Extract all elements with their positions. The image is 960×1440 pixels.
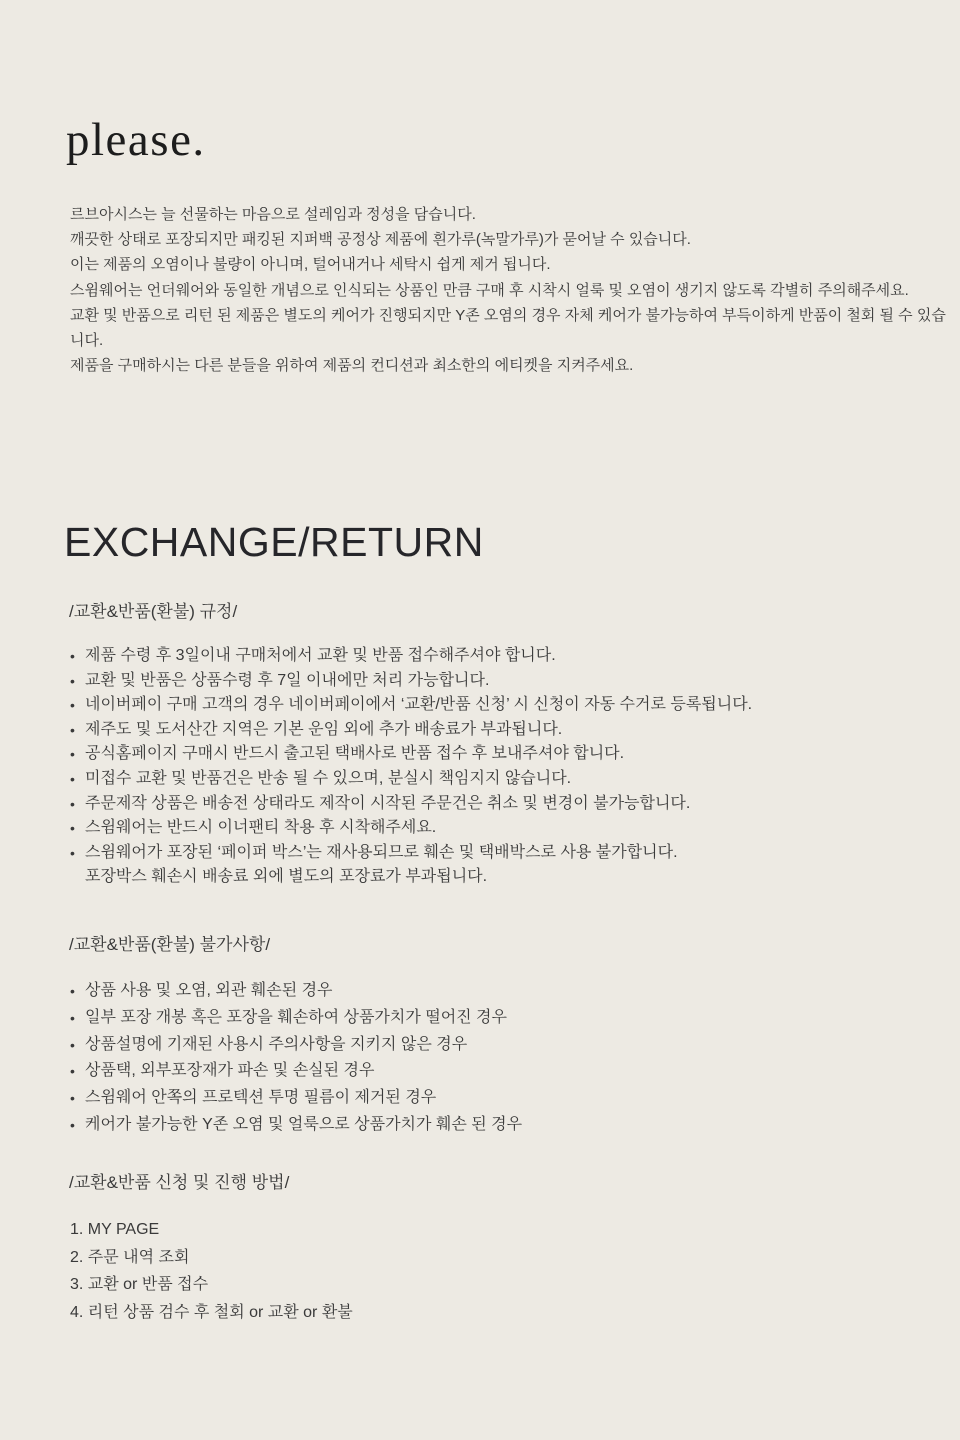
list-item: • 스윔웨어가 포장된 ‘페이퍼 박스’는 재사용되므로 훼손 및 택배박스로 사용 불가합니다. [70, 841, 930, 866]
intro-paragraph [70, 202, 960, 378]
list-item-step: 2. 주문 내역 조회 [70, 1248, 190, 1266]
list-item: • 일부 포장 개봉 혹은 포장을 훼손하여 상품가치가 떨어진 경우 [70, 1005, 930, 1032]
page-title: please. [66, 114, 206, 166]
list-item: • 네이버페이 구매 고객의 경우 네이버페이에서 ‘교환/반품 신청’ 시 신청이 자동 수거로 등록됩니다. [70, 693, 930, 718]
list-item: • 미접수 교환 및 반품건은 반송 될 수 있으며, 분실시 책임지지 않습니다. [70, 767, 930, 792]
list-item-step: 3. 교환 or 반품 접수 [70, 1276, 209, 1294]
exclusions-list [70, 978, 930, 1139]
list-item-step: 4. 리턴 상품 검수 후 철회 or 교환 or 환불 [70, 1303, 353, 1321]
section-header-procedure: /교환&반품 신청 및 진행 방법/ [69, 1173, 290, 1192]
list-item: • 제품 수령 후 3일이내 구매처에서 교환 및 반품 접수해주셔야 합니다. [70, 644, 930, 669]
regulations-list [70, 644, 930, 890]
intro-line: 르브아시스는 늘 선물하는 마음으로 설레임과 정성을 담습니다. [70, 206, 476, 223]
intro-line: 깨끗한 상태로 포장되지만 패킹된 지퍼백 공정상 제품에 흰가루(녹말가루)가 묻어날 수 있습니다. [70, 231, 691, 249]
list-item: • 스윔웨어 안쪽의 프로텍션 투명 필름이 제거된 경우 [70, 1085, 930, 1112]
exchange-return-heading: EXCHANGE/RETURN [64, 519, 484, 565]
section-header-regulations: /교환&반품(환불) 규정/ [69, 602, 238, 621]
list-item-step: 1. MY PAGE [70, 1221, 160, 1238]
list-item: • 제주도 및 도서산간 지역은 기본 운임 외에 추가 배송료가 부과됩니다. [70, 718, 930, 743]
intro-line: 스윔웨어는 언더웨어와 동일한 개념으로 인식되는 상품인 만큼 구매 후 시착시 얼룩 및 오염이 생기지 않도록 각별히 주의해주세요. [70, 281, 909, 299]
list-item: • 주문제작 상품은 배송전 상태라도 제작이 시작된 주문건은 취소 및 변경이 불가능합니다. [70, 792, 930, 817]
list-item: • 상품 사용 및 오염, 외관 훼손된 경우 [70, 978, 930, 1005]
list-item: • 케어가 불가능한 Y존 오염 및 얼룩으로 상품가치가 훼손 된 경우 [70, 1112, 930, 1139]
list-item: • 교환 및 반품은 상품수령 후 7일 이내에만 처리 가능합니다. [70, 669, 930, 694]
list-item-note: 포장박스 훼손시 배송료 외에 별도의 포장료가 부과됩니다. [85, 868, 488, 886]
intro-line: 이는 제품의 오염이나 불량이 아니며, 털어내거나 세탁시 쉽게 제거 됩니다. [70, 256, 551, 274]
section-header-exclusions: /교환&반품(환불) 불가사항/ [69, 935, 271, 954]
list-item: • 상품택, 외부포장재가 파손 및 손실된 경우 [70, 1058, 930, 1085]
list-item: • 스윔웨어는 반드시 이너팬티 착용 후 시착해주세요. [70, 816, 930, 841]
list-item: • 상품설명에 기재된 사용시 주의사항을 지키지 않은 경우 [70, 1032, 930, 1059]
intro-line: 제품을 구매하시는 다른 분들을 위하여 제품의 컨디션과 최소한의 에티켓을 지켜주세요. [70, 357, 634, 375]
procedure-list [70, 1216, 930, 1326]
list-item: • 공식홈페이지 구매시 반드시 출고된 택배사로 반품 접수 후 보내주셔야 합니다. [70, 742, 930, 767]
intro-line: 교환 및 반품으로 리턴 된 제품은 별도의 케어가 진행되지만 Y존 오염의 경우 자체 케어가 불가능하여 부득이하게 반품이 철회 될 수 있습니다. [70, 306, 946, 350]
